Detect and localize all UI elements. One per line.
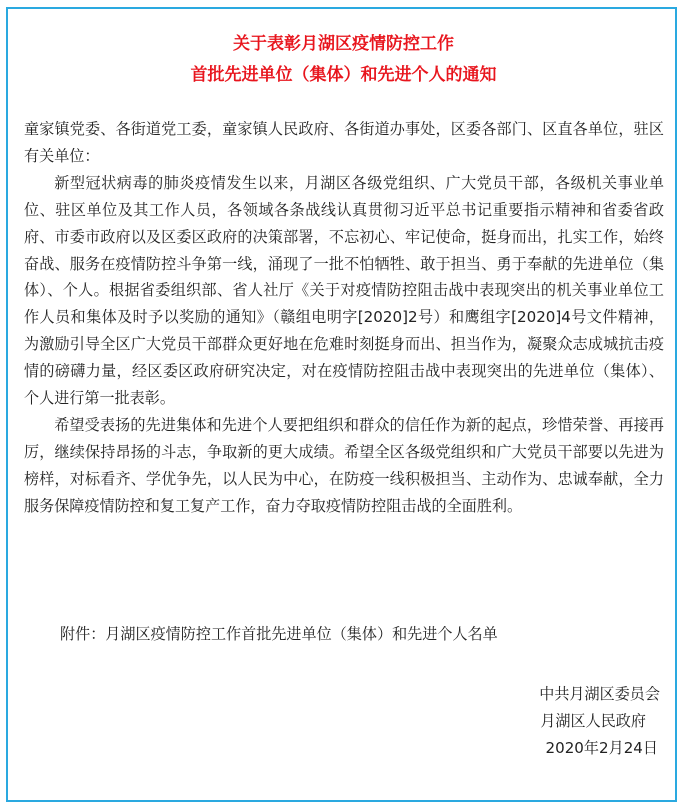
salutation: 童家镇党委、各街道党工委，童家镇人民政府、各街道办事处，区委各部门、区直各单位，驻区有关单位：: [24, 120, 664, 165]
signature-date: 2020年2月24日: [545, 739, 658, 757]
paragraph-2: 希望受表扬的先进集体和先进个人要把组织和群众的信任作为新的起点，珍惜荣誉、再接再厉，继续保持昂扬的斗志，争取新的更大成绩。希望全区各级党组织和广大党员干部要以先进为榜样，对标看齐、学优争先，以人民为中心，在防疫一线积极担当、主动作为、忠诚奉献，全力服务保障疫情防控和复工复产工作，奋力夺取疫情防控阻击战的全面胜利。: [24, 415, 664, 515]
document-title-line-2: 首批先进单位（集体）和先进个人的通知: [190, 65, 497, 85]
attachment-note: 附件：月湖区疫情防控工作首批先进单位（集体）和先进个人名单: [60, 625, 498, 643]
signature-government: 月湖区人民政府: [540, 712, 646, 730]
signature-party-committee: 中共月湖区委员会: [539, 685, 660, 703]
document-body: [24, 116, 664, 520]
document-title-line-1: 关于表彰月湖区疫情防控工作: [233, 34, 454, 54]
paragraph-1: 新型冠状病毒的肺炎疫情发生以来，月湖区各级党组织、广大党员干部，各级机关事业单位、驻区单位及其工作人员，各领域各条战线认真贯彻习近平总书记重要指示精神和省委省政府、市委市政府以及区委区政府的决策部署，不忘初心、牢记使命，挺身而出，扎实工作，始终奋战、服务在疫情防控斗争第一线，涌现了一批不怕牺牲、敢于担当、勇于奉献的先进单位（集体）、个人。根据省委组织部、省人社厅《关于对疫情防控阻击战中表现突出的机关事业单位工作人员和集体及时予以奖励的通知》（赣组电明字[2020]2号）和鹰组字[2020]4号文件精神，为激励引导全区广大党员干部群众更好地在危难时刻挺身而出、担当作为，凝聚众志成城抗击疫情的磅礴力量，经区委区政府研究决定，对在疫情防控阻击战中表现突出的先进单位（集体）、个人进行第一批表彰。: [24, 173, 664, 408]
